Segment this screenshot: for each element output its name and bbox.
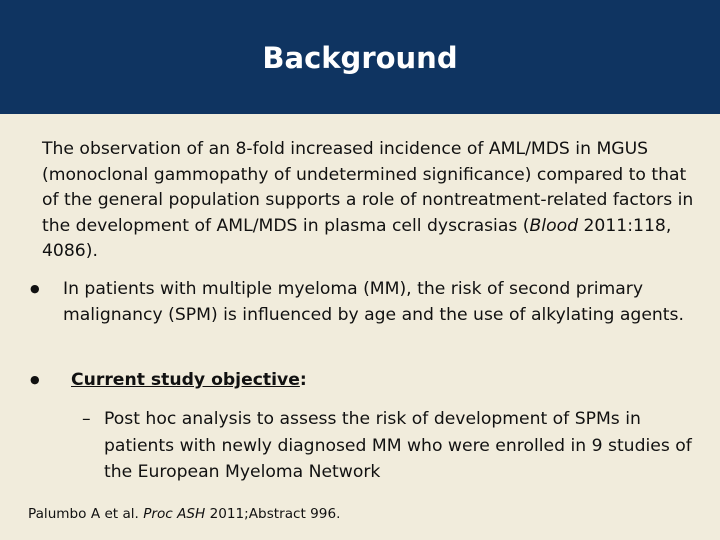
- citation-source: Proc ASH: [143, 506, 206, 522]
- intro-journal: Blood: [529, 215, 579, 236]
- bullet-item-objective: [26, 367, 526, 393]
- intro-text-part1: The observation of an 8-fold increased incidence of AML/MDS in MGUS (monoclonal gammopathy of undetermined significance) compared to that of the general population supports a role of nontreatment-related factors in the development of AML/MDS in plasma cell dyscrasias (: [42, 139, 694, 236]
- citation-detail: 2011;Abstract 996.: [205, 506, 341, 522]
- bullet-dot-icon: ●: [30, 373, 40, 386]
- slide-title: Background: [262, 41, 458, 75]
- title-bar: [0, 0, 720, 114]
- intro-text-part2: 2011:118, 4086).: [42, 215, 672, 262]
- sub-bullet-text: Post hoc analysis to assess the risk of development of SPMs in patients with newly diagnosed MM who were enrolled in 9 studies of the European Myeloma Network: [104, 409, 692, 482]
- citation-authors: Palumbo A et al.: [28, 506, 144, 522]
- objective-heading: Current study objective: [71, 370, 300, 390]
- bullet-item-risk: [26, 276, 706, 328]
- intro-paragraph: [42, 137, 702, 265]
- sub-bullet-dash-icon: –: [82, 409, 91, 429]
- sub-bullet-item: [82, 406, 702, 486]
- bullet-dot-icon: ●: [30, 282, 40, 295]
- citation: [28, 504, 340, 524]
- bullet-text-risk: In patients with multiple myeloma (MM), the risk of second primary malignancy (SPM) is influenced by age and the use of alkylating agents.: [63, 279, 684, 325]
- objective-colon: :: [299, 370, 307, 390]
